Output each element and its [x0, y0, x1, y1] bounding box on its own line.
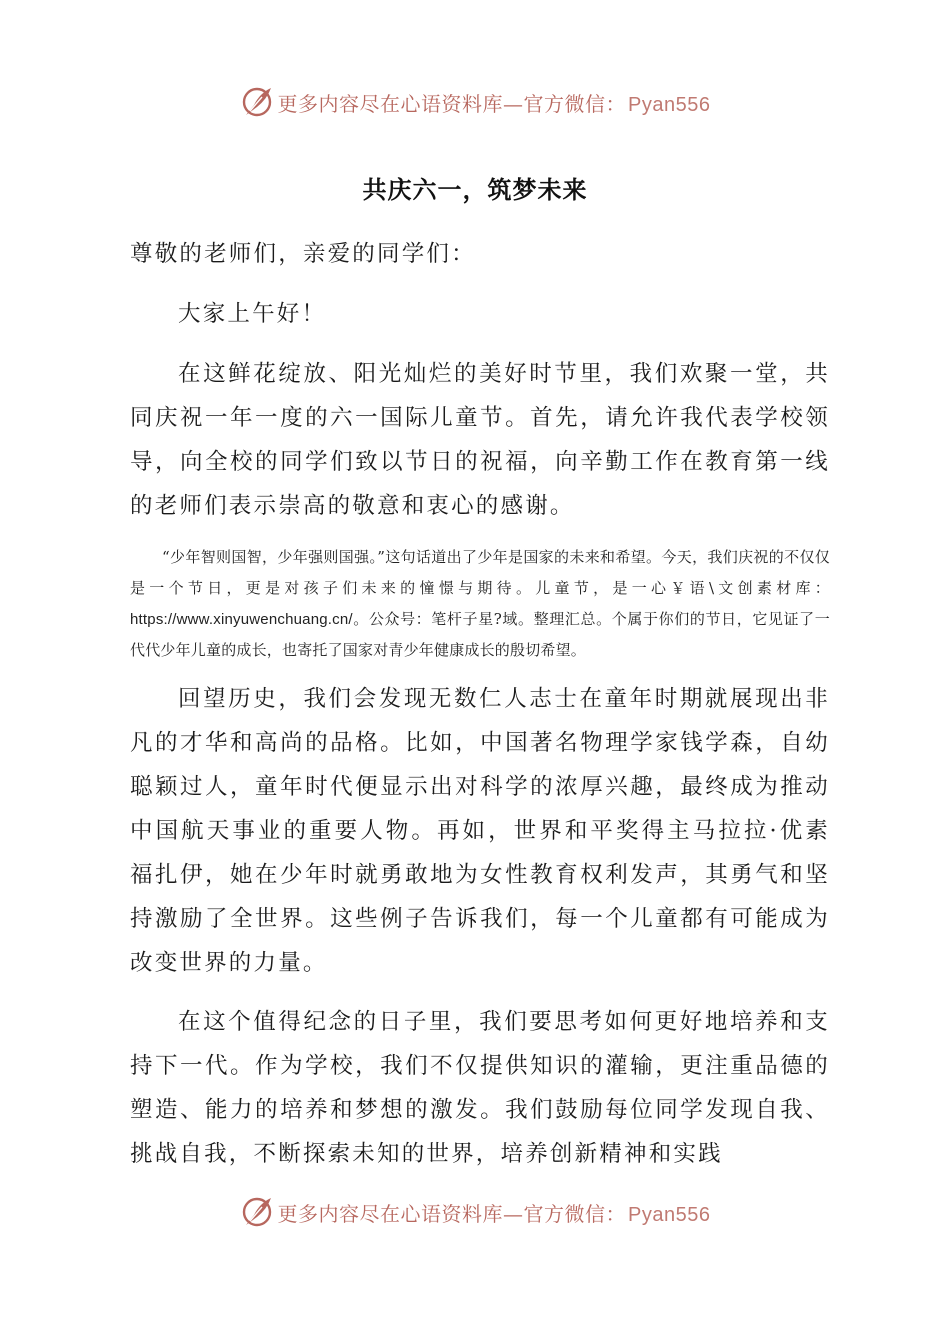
watermark-text: 更多内容尽在心语资料库—官方微信： [277, 91, 627, 116]
quote-text-end: 。公众号：笔杆子星?域。整理汇总。个属于你们的节日，它见证了一代代少年儿童的成长，也寄托了国家对青少年健康成长的殷切希望。 [130, 610, 830, 659]
paragraph-opening: 在这鲜花绽放、阳光灿烂的美好时节里，我们欢聚一堂，共同庆祝一年一度的六一国际儿童节。首先，请允许我代表学校领导，向全校的同学们致以节日的祝福，向辛勤工作在教育第一线的老师们表示崇高的敬意和衷心的感谢。 [130, 361, 830, 519]
greeting-line: 尊敬的老师们，亲爱的同学们： [130, 241, 476, 267]
quill-logo-icon [240, 1195, 274, 1229]
watermark-wechat-id: Pyan556 [628, 93, 711, 116]
quote-paragraph [130, 542, 830, 666]
footer-watermark [0, 1192, 950, 1232]
watermark-text: 更多内容尽在心语资料库—官方微信： [277, 1201, 627, 1226]
paragraph-history: 回望历史，我们会发现无数仁人志士在童年时期就展现出非凡的才华和高尚的品格。比如，中国著名物理学家钱学森，自幼聪颖过人，童年时代便显示出对科学的浓厚兴趣，最终成为推动中国航天事业的重要人物。再如，世界和平奖得主马拉拉·优素福扎伊，她在少年时就勇敢地为女性教育权利发声，其勇气和坚持激励了全世界。这些例子告诉我们，每一个儿童都有可能成为改变世界的力量。 [130, 686, 830, 976]
paragraph-reflection: 在这个值得纪念的日子里，我们要思考如何更好地培养和支持下一代。作为学校，我们不仅提供知识的灌输，更注重品德的塑造、能力的培养和梦想的激发。我们鼓励每位同学发现自我、挑战自我，不断探索未知的世界，培养创新精神和实践 [130, 1009, 830, 1167]
salutation-line: 大家上午好！ [178, 301, 327, 327]
header-watermark [0, 82, 950, 122]
quote-url: https://www.xinyuwenchuang.cn/ [130, 611, 353, 628]
document-title: 共庆六一，筑梦未来 [362, 175, 588, 204]
watermark-wechat-id: Pyan556 [628, 1203, 711, 1226]
quill-logo-icon [240, 85, 274, 119]
quote-text-start: “少年智则国智，少年强则国强。”这句话道出了少年是国家的未来和希望。今天，我们庆祝的不仅仅是一个节日，更是对孩子们未来的憧憬与期待。儿童节，是一心￥语\文创素材库： [130, 548, 830, 597]
